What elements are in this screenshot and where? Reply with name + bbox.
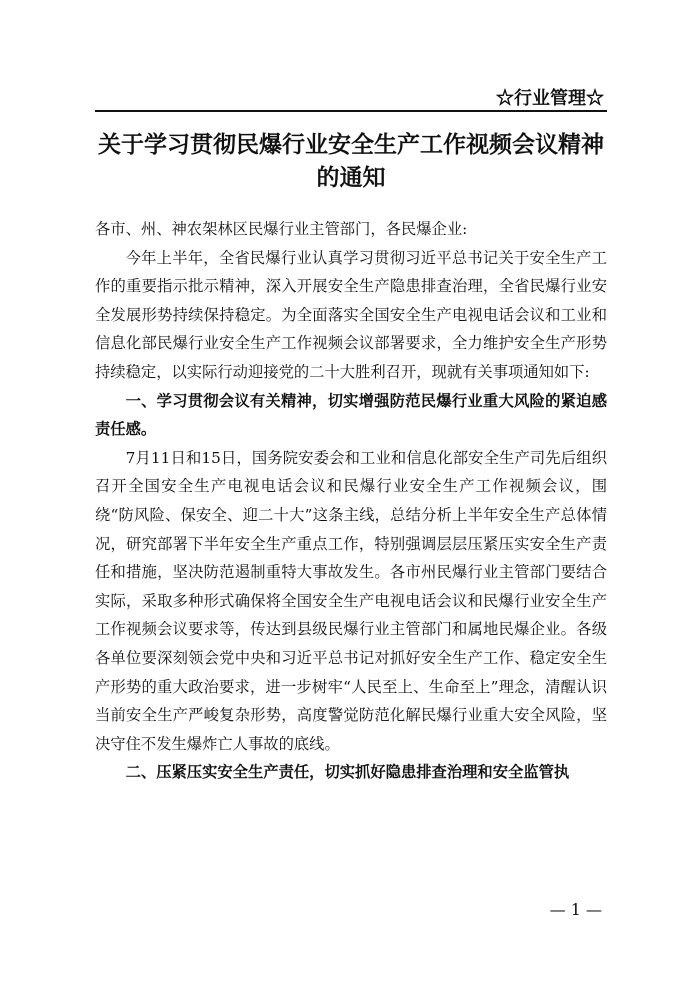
section-tag: ☆行业管理☆ xyxy=(496,88,604,109)
document-title: 关于学习贯彻民爆行业安全生产工作视频会议精神的通知 xyxy=(98,131,604,191)
document-body xyxy=(95,215,607,787)
header-divider xyxy=(95,110,607,112)
paragraph-intro: 今年上半年，全省民爆行业认真学习贯彻习近平总书记关于安全生产工作的重要指示批示精神，深入开展安全生产隐患排查治理，全省民爆行业安全发展形势持续保持稳定。为全面落实全国安全生产电视电话会议和工业和信息化部民爆行业安全生产工作视频会议部署要求，全力维护安全生产形势持续稳定，以实际行动迎接党的二十大胜利召开，现就有关事项通知如下: xyxy=(95,248,607,381)
page-number: — 1 — xyxy=(549,900,602,919)
section-heading-2: 二、压紧压实安全生产责任，切实抓好隐患排查治理和安全监管执 xyxy=(125,763,570,782)
paragraph-section-1: 7月11日和15日，国务院安委会和工业和信息化部安全生产司先后组织召开全国安全生产电视电话会议和民爆行业安全生产工作视频会议，围绕“防风险、保安全、迎二十大”这条主线，总结分析上半年安全生产总体情况，研究部署下半年安全生产重点工作，特别强调层层压紧压实安全生产责任和措施，坚决防范遏制重特大事故发生。各市州民爆行业主管部门要结合实际，采取多种形式确保将全国安全生产电视电话会议和民爆行业安全生产工作视频会议要求等，传达到县级民爆行业主管部门和属地民爆企业。各级各单位要深刻领会党中央和习近平总书记对抓好安全生产工作、稳定安全生产形势的重大政治要求，进一步树牢“人民至上、生命至上”理念，清醒认识当前安全生产严峻复杂形势，高度警觉防范化解民爆行业重大安全风险，坚决守住不发生爆炸亡人事故的底线。 xyxy=(95,448,607,753)
salutation: 各市、州、神农架林区民爆行业主管部门，各民爆企业: xyxy=(95,220,468,238)
section-heading-1: 一、学习贯彻会议有关精神，切实增强防范民爆行业重大风险的紧迫感责任感。 xyxy=(95,391,607,439)
